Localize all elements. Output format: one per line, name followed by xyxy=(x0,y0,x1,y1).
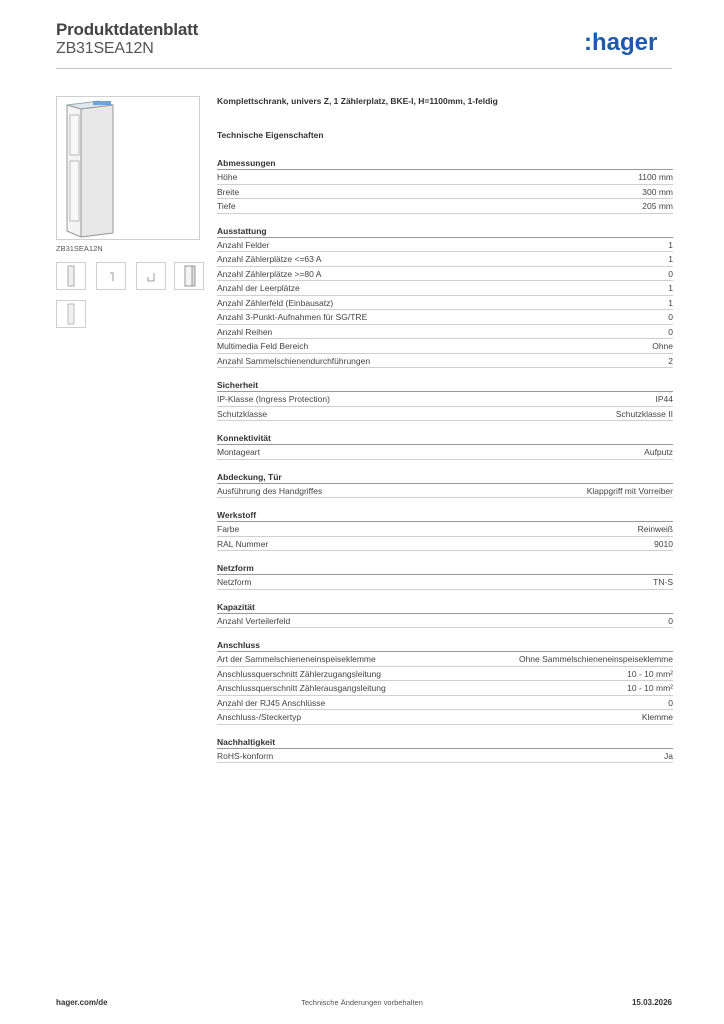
footer-date: 15.03.2026 xyxy=(631,998,672,1007)
spec-label: Anzahl Felder xyxy=(217,239,270,250)
spec-value: Ja xyxy=(664,750,673,761)
thumbnail-4[interactable] xyxy=(174,262,204,290)
spec-row xyxy=(217,575,673,590)
spec-value: 10 - 10 mm² xyxy=(627,668,673,679)
thumbnail-3[interactable] xyxy=(136,262,166,290)
spec-label: Art der Sammelschieneneinspeiseklemme xyxy=(217,654,376,664)
spec-group xyxy=(217,735,673,764)
spec-value: 0 xyxy=(668,326,673,337)
spec-row xyxy=(217,252,673,267)
spec-row xyxy=(217,696,673,711)
spec-row xyxy=(217,522,673,537)
spec-label: Anzahl Verteilerfeld xyxy=(217,615,291,626)
spec-row xyxy=(217,749,673,764)
spec-label: Anzahl Reihen xyxy=(217,326,273,337)
spec-value: 2 xyxy=(668,355,673,366)
spec-value: 1 xyxy=(668,297,673,308)
spec-value: TN-S xyxy=(653,577,673,587)
spec-row xyxy=(217,325,673,340)
image-caption: ZB31SEA12N xyxy=(56,244,103,253)
spec-value: 1 xyxy=(668,239,673,250)
spec-group-title: Anschluss xyxy=(217,638,673,652)
spec-label: RoHS-konform xyxy=(217,750,274,761)
spec-value: Klappgriff mit Vorreiber xyxy=(586,485,673,496)
spec-value: Reinweiß xyxy=(637,524,673,534)
spec-row xyxy=(217,354,673,369)
spec-value: 0 xyxy=(668,697,673,708)
spec-row xyxy=(217,267,673,282)
spec-value: 1100 mm xyxy=(638,172,673,182)
spec-label: Netzform xyxy=(217,577,252,587)
spec-group xyxy=(217,508,673,551)
hager-logo xyxy=(584,28,674,58)
spec-label: Anzahl Zählerplätze >=80 A xyxy=(217,268,322,279)
spec-label: Anschluss-/Steckertyp xyxy=(217,712,302,722)
product-description: Komplettschrank, univers Z, 1 Zählerplatz, BKE-I, H=1100mm, 1-feldig xyxy=(217,96,498,106)
spec-label: Anzahl Zählerfeld (Einbausatz) xyxy=(217,297,334,308)
spec-row xyxy=(217,614,673,629)
spec-value: 1 xyxy=(668,283,673,293)
spec-label: Tiefe xyxy=(217,201,236,211)
spec-group-title: Abmessungen xyxy=(217,156,673,170)
spec-group xyxy=(217,378,673,421)
spec-group xyxy=(217,224,673,369)
spec-row xyxy=(217,667,673,682)
spec-row xyxy=(217,710,673,725)
spec-row xyxy=(217,681,673,696)
spec-row xyxy=(217,199,673,214)
spec-label: RAL Nummer xyxy=(217,538,269,549)
spec-group xyxy=(217,600,673,629)
spec-value: 0 xyxy=(668,268,673,279)
spec-label: Anschlussquerschnitt Zählerzugangsleitung xyxy=(217,668,381,679)
spec-label: Montageart xyxy=(217,447,260,457)
spec-value: 1 xyxy=(668,254,673,264)
spec-label: Anzahl Zählerplätze <=63 A xyxy=(217,254,322,264)
cabinet-illustration xyxy=(57,97,199,239)
spec-group xyxy=(217,156,673,214)
spec-row xyxy=(217,281,673,296)
spec-row xyxy=(217,652,673,667)
spec-value: 9010 xyxy=(654,538,673,549)
spec-group-title: Kapazität xyxy=(217,600,673,614)
spec-label: Anzahl der Leerplätze xyxy=(217,283,300,293)
spec-groups xyxy=(217,156,673,763)
spec-value: Klemme xyxy=(641,712,673,722)
spec-group xyxy=(217,561,673,590)
spec-value: 0 xyxy=(668,615,673,626)
spec-label: Farbe xyxy=(217,524,240,534)
spec-group-title: Werkstoff xyxy=(217,508,673,522)
product-image xyxy=(56,96,200,240)
logo-text: :hager xyxy=(584,29,658,56)
spec-label: Anschlussquerschnitt Zählerausgangsleitung xyxy=(217,683,386,693)
spec-value: Ohne Sammelschieneneinspeiseklemme xyxy=(518,654,673,664)
thumbnail-5[interactable] xyxy=(56,300,86,328)
document-title: Produktdatenblatt xyxy=(56,20,199,39)
spec-row xyxy=(217,339,673,354)
spec-label: Höhe xyxy=(217,172,238,182)
spec-row xyxy=(217,537,673,552)
header-divider xyxy=(56,68,672,69)
spec-label: Ausführung des Handgriffes xyxy=(217,485,323,496)
spec-value: 0 xyxy=(668,312,673,322)
spec-group-title: Ausstattung xyxy=(217,224,673,238)
thumbnail-2[interactable] xyxy=(96,262,126,290)
spec-group xyxy=(217,470,673,499)
spec-group xyxy=(217,431,673,460)
spec-group-title: Nachhaltigkeit xyxy=(217,735,673,749)
footer-website[interactable]: hager.com/de xyxy=(56,998,108,1007)
spec-label: IP-Klasse (Ingress Protection) xyxy=(217,394,330,404)
spec-value: 10 - 10 mm² xyxy=(627,683,673,693)
footer-notice: Technische Änderungen vorbehalten xyxy=(301,998,423,1007)
spec-row xyxy=(217,445,673,460)
spec-label: Anzahl der RJ45 Anschlüsse xyxy=(217,697,326,708)
spec-label: Schutzklasse xyxy=(217,408,268,419)
spec-label: Multimedia Feld Bereich xyxy=(217,341,309,351)
spec-row xyxy=(217,392,673,407)
spec-row xyxy=(217,407,673,422)
spec-value: Schutzklasse II xyxy=(615,408,673,419)
spec-value: Ohne xyxy=(652,341,673,351)
product-code: ZB31SEA12N xyxy=(56,40,154,57)
spec-group-title: Abdeckung, Tür xyxy=(217,470,673,484)
spec-label: Anzahl Sammelschienendurchführungen xyxy=(217,355,371,366)
spec-value: Aufputz xyxy=(644,447,673,457)
spec-group xyxy=(217,638,673,725)
thumbnail-1[interactable] xyxy=(56,262,86,290)
spec-group-title: Sicherheit xyxy=(217,378,673,392)
spec-label: Breite xyxy=(217,186,240,197)
spec-row xyxy=(217,238,673,253)
spec-row xyxy=(217,310,673,325)
specifications xyxy=(217,96,673,773)
spec-label: Anzahl 3-Punkt-Aufnahmen für SG/TRE xyxy=(217,312,368,322)
spec-group-title: Konnektivität xyxy=(217,431,673,445)
spec-value: 300 mm xyxy=(642,186,673,197)
spec-value: 205 mm xyxy=(642,201,673,211)
spec-value: IP44 xyxy=(655,394,673,404)
spec-row xyxy=(217,185,673,200)
spec-row xyxy=(217,484,673,499)
spec-row xyxy=(217,296,673,311)
spec-row xyxy=(217,170,673,185)
section-title: Technische Eigenschaften xyxy=(217,130,324,140)
spec-group-title: Netzform xyxy=(217,561,673,575)
